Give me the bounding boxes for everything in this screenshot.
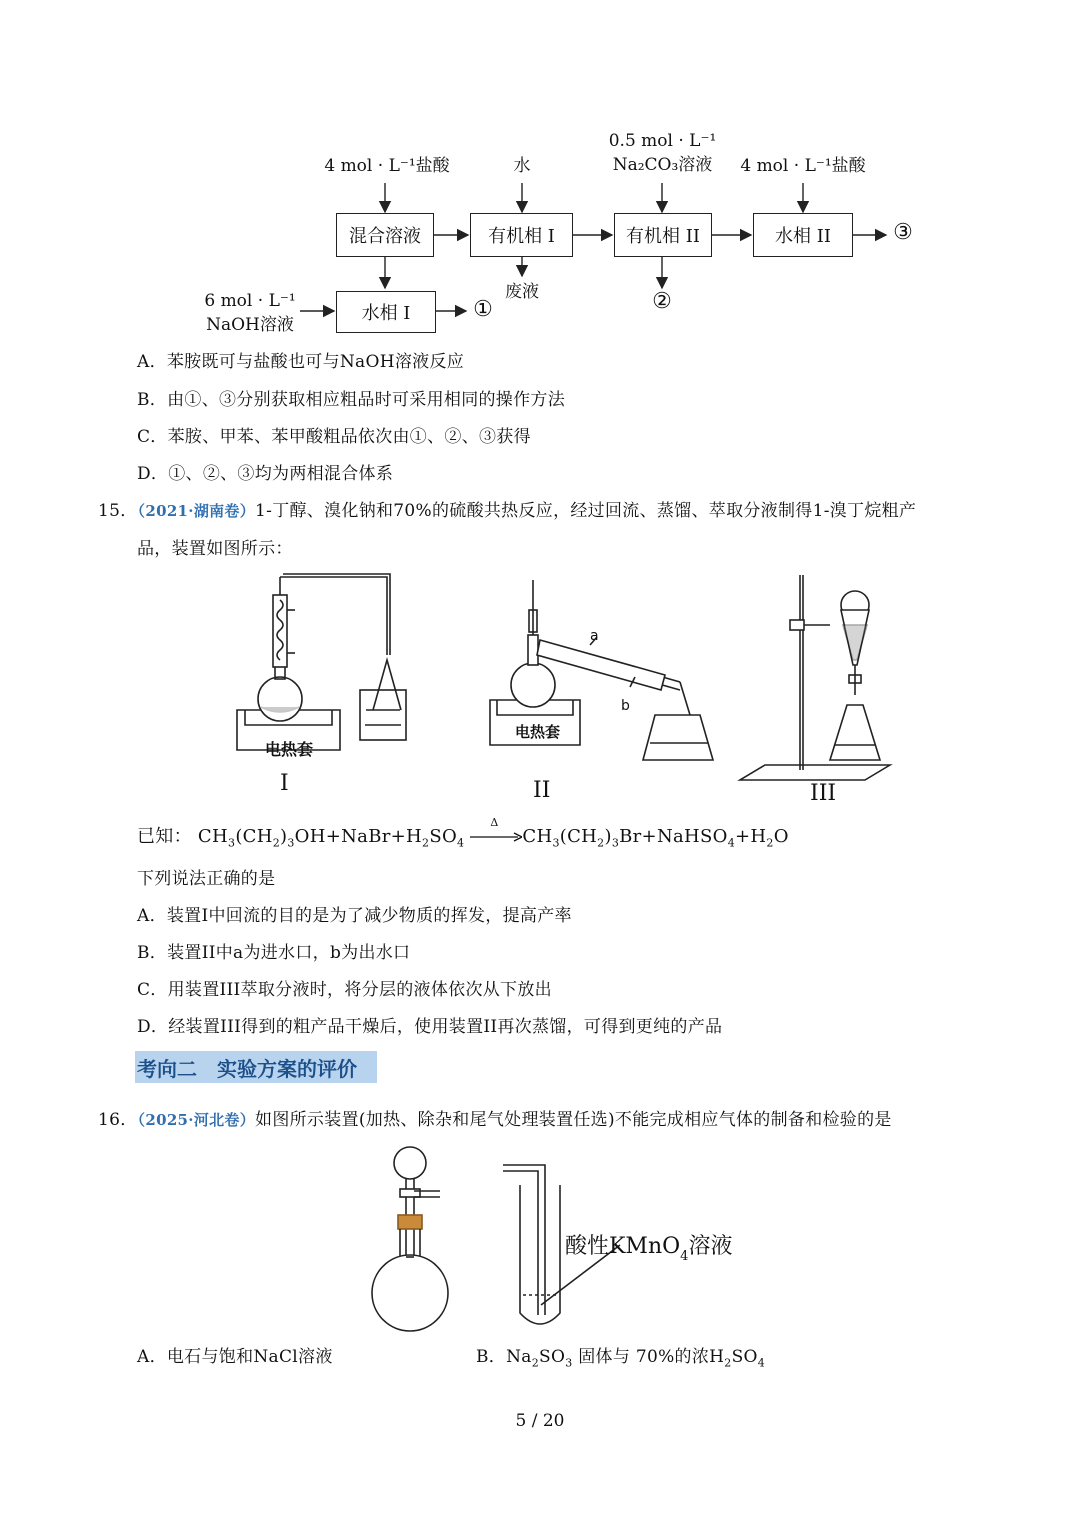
q15-apparatus-figure	[225, 565, 915, 810]
q14-option-c: C．苯胺、甲苯、苯甲酸粗品依次由①、②、③获得	[137, 427, 531, 447]
q14-option-d: D．①、②、③均为两相混合体系	[137, 464, 394, 484]
heat-symbol: Δ	[490, 816, 499, 829]
q15-option-c: C．用装置III萃取分液时，将分层的液体依次从下放出	[137, 980, 552, 1000]
output-2: ②	[652, 289, 672, 314]
section-heading: 考向二 实验方案的评价	[135, 1051, 377, 1083]
q16-option-a: A．电石与饱和NaCl溶液	[137, 1347, 333, 1367]
apparatus-1-reflux	[237, 574, 406, 750]
label-na2co3-conc: 0.5 mol · L⁻¹	[608, 131, 717, 151]
apparatus-2-label: II	[533, 778, 551, 803]
reagent-label: 酸性KMnO$_4$溶液	[565, 1234, 733, 1264]
label-naoh-name: NaOH溶液	[206, 315, 294, 335]
box-organic-phase-2: 有机相 II	[614, 213, 712, 257]
apparatus-3-separatory-funnel	[740, 575, 890, 780]
q16-option-b-label: B．	[476, 1347, 507, 1367]
apparatus-1-label: I	[280, 771, 289, 796]
label-hcl-2: 4 mol · L⁻¹盐酸	[740, 156, 866, 176]
q15-option-a: A．装置I中回流的目的是为了减少物质的挥发，提高产率	[137, 906, 572, 926]
q15-line-2: 品，装置如图所示：	[137, 539, 293, 559]
q15-option-b: B．装置II中a为进水口，b为出水口	[137, 943, 411, 963]
output-3: ③	[893, 220, 913, 245]
label-water: 水	[513, 156, 531, 176]
label-na2co3-name: Na₂CO₃溶液	[612, 155, 713, 175]
output-1: ①	[473, 297, 493, 322]
q16-number: 16．	[98, 1110, 138, 1130]
q16-source: （2025·河北卷）	[137, 1111, 256, 1129]
q16-option-b: B．$Na_2SO_3$ 固体与 70%的浓$H_2SO_4$	[476, 1347, 766, 1370]
q15-option-d: D．经装置III得到的粗产品干燥后，使用装置II再次蒸馏，可得到更纯的产品	[137, 1017, 723, 1037]
heater-label-2: 电热套	[515, 723, 561, 741]
q16-text: 如图所示装置(加热、除杂和尾气处理装置任选)不能完成相应气体的制备和检验的是	[255, 1110, 892, 1130]
q15-source: （2021·湖南卷）	[137, 502, 256, 520]
q14-option-b: B．由①、③分别获取相应粗品时可采用相同的操作方法	[137, 390, 565, 410]
q15-number: 15．	[98, 501, 138, 521]
box-aqueous-phase-1: 水相 I	[336, 291, 436, 333]
apparatus-3-label: III	[810, 781, 837, 806]
q15-text-1: 1-丁醇、溴化钠和70%的硫酸共热反应，经过回流、蒸馏、萃取分液制得1-溴丁烷粗产	[255, 501, 917, 521]
box-organic-phase-1: 有机相 I	[470, 213, 573, 257]
box-aqueous-phase-2: 水相 II	[753, 213, 853, 257]
q16-line-1	[98, 1105, 892, 1130]
q14-option-a: A．苯胺既可与盐酸也可与NaOH溶液反应	[137, 352, 465, 372]
inlet-label-a: a	[590, 628, 599, 644]
flask-with-funnel	[372, 1147, 448, 1331]
heat-arrow	[470, 816, 522, 846]
q15-prompt: 下列说法正确的是	[137, 869, 276, 889]
known-prefix: 已知：	[137, 826, 192, 847]
q16-apparatus-figure	[360, 1145, 780, 1335]
label-waste: 废液	[505, 282, 539, 302]
q15-line-1	[98, 496, 916, 521]
box-mixed-solution: 混合溶液	[336, 213, 434, 257]
label-naoh-conc: 6 mol · L⁻¹	[204, 291, 296, 311]
outlet-label-b: b	[621, 698, 630, 714]
q16-option-b-text: 固体与 70%的浓	[578, 1347, 710, 1367]
page-number: 5 / 20	[515, 1411, 565, 1431]
heater-label-1: 电热套	[265, 740, 314, 759]
label-hcl-1: 4 mol · L⁻¹盐酸	[324, 156, 450, 176]
q15-known-equation: 已知： $CH_3(CH_2)_3OH+NaBr+H_2SO_4$ Δ $CH_3(CH_2)_3Br+NaHSO_4+H_2O$	[137, 816, 789, 850]
